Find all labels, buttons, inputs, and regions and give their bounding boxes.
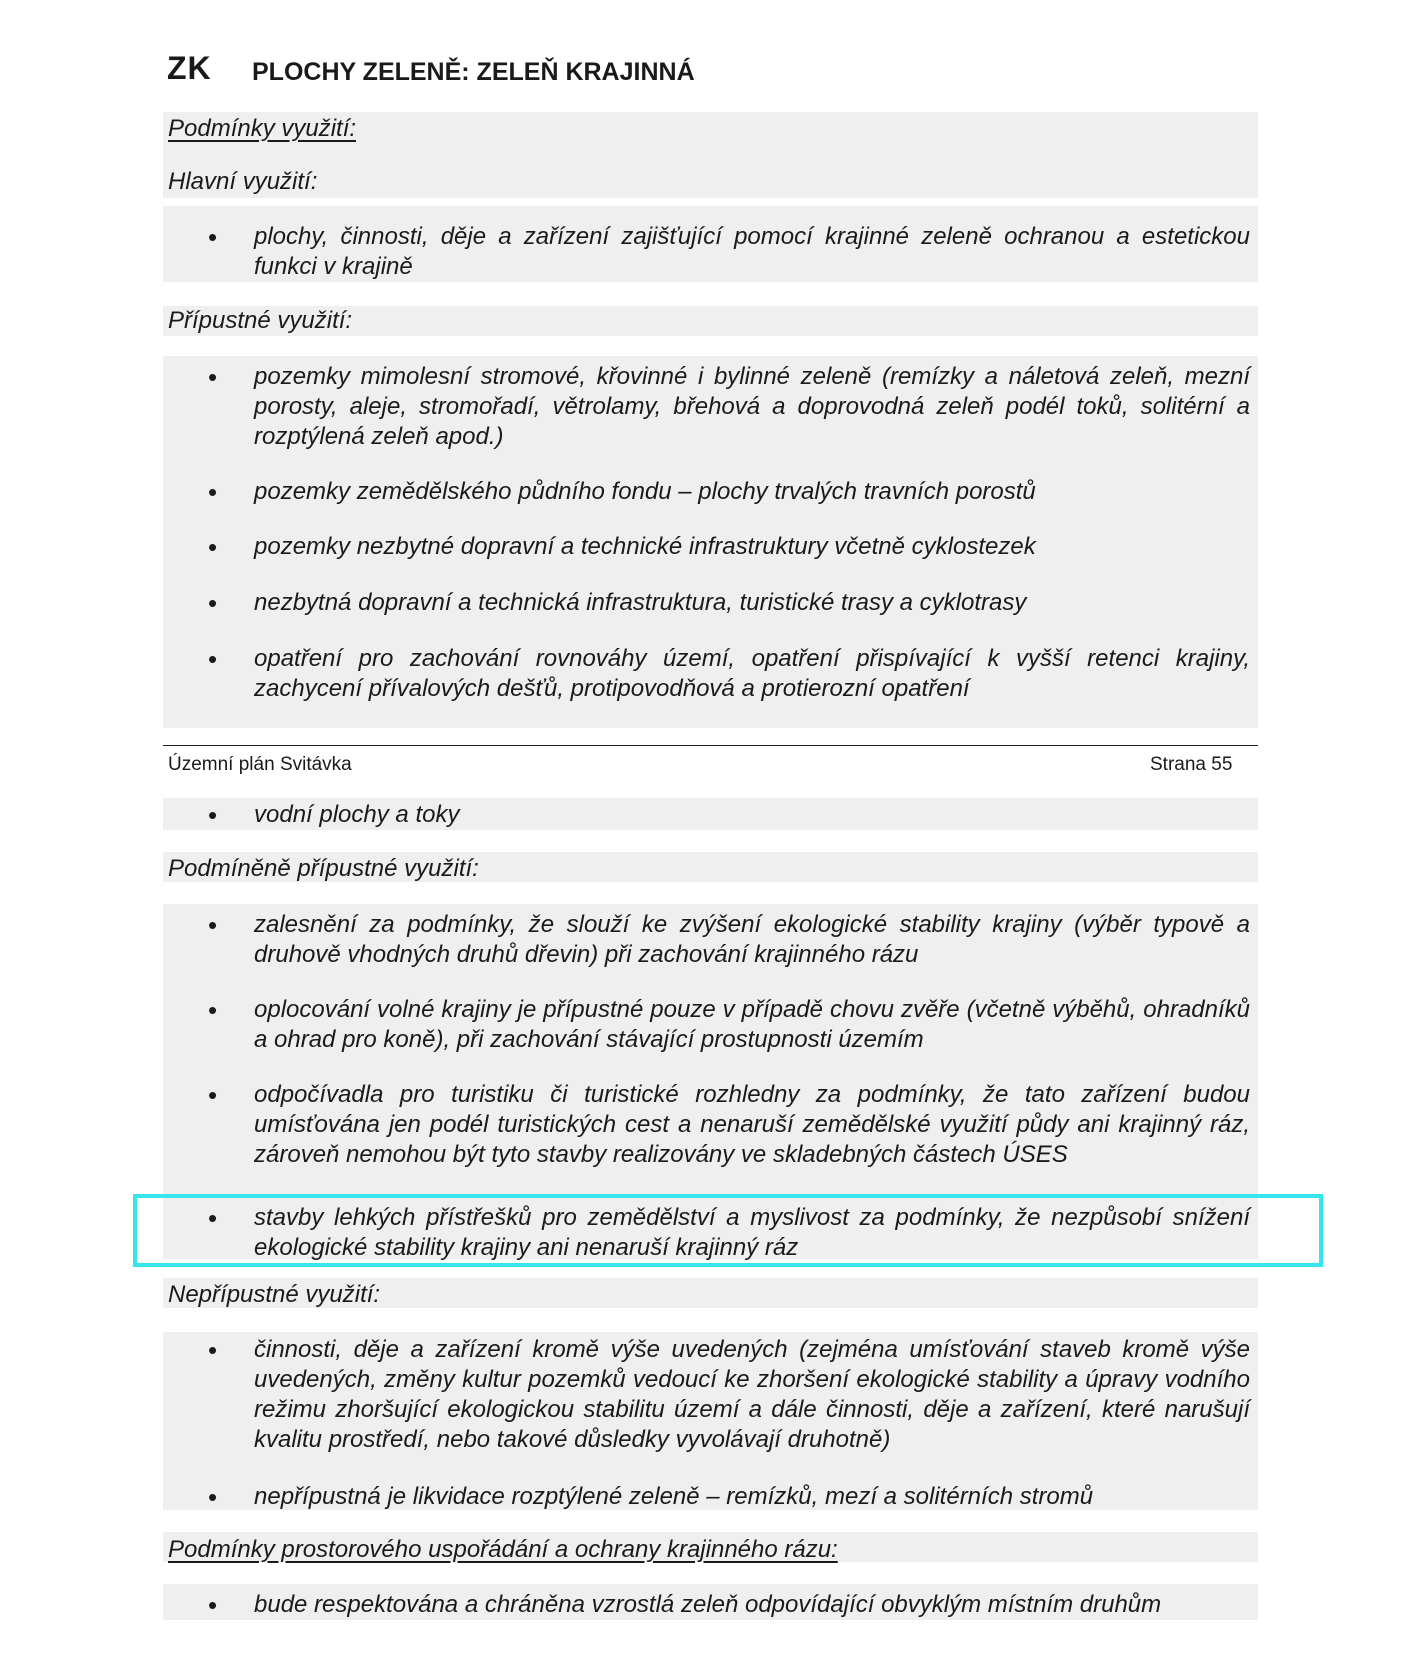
list-item bbox=[208, 644, 1250, 704]
list-item bbox=[208, 362, 1250, 452]
bullet-icon: • bbox=[208, 222, 218, 252]
list-item-text: vodní plochy a toky bbox=[254, 801, 460, 828]
list-item bbox=[208, 588, 1250, 618]
list-item bbox=[208, 477, 1250, 507]
footer-document-title: Územní plán Svitávka bbox=[168, 754, 352, 775]
list-item-text: pozemky nezbytné dopravní a technické infrastruktury včetně cyklostezek bbox=[254, 533, 1036, 560]
list-item-text: plochy, činnosti, děje a zařízení zajišťující pomocí krajinné zeleně ochranou a estetickou funkci v krajině bbox=[254, 223, 1250, 280]
list-item bbox=[208, 1590, 1250, 1620]
list-item bbox=[208, 222, 1250, 282]
bullet-icon: • bbox=[208, 1335, 218, 1365]
list-item-text: pozemky mimolesní stromové, křovinné i bylinné zeleně (remízky a náletová zeleň, mezní porosty, aleje, stromořadí, větrolamy, břehová a doprovodná zeleň podél toků, solitérní a rozptýlená zeleň apod.) bbox=[254, 363, 1250, 450]
list-item bbox=[208, 1335, 1250, 1455]
list-item bbox=[208, 532, 1250, 562]
list-item bbox=[208, 910, 1250, 970]
bullet-icon: • bbox=[208, 1203, 218, 1233]
list-item-text: činnosti, děje a zařízení kromě výše uvedených (zejména umísťování staveb kromě výše uvedených, změny kultur pozemků vedoucí ke zhoršení ekologické stability a úpravy vodního režimu zhoršující ekologickou stabilitu území a dále činnosti, děje a zařízení, které narušují kvalitu prostředí, nebo takové důsledky vyvolávají druhotně) bbox=[254, 1336, 1250, 1453]
list-item-text: odpočívadla pro turistiku či turistické rozhledny za podmínky, že tato zařízení budou umísťována jen podél turistických cest a nenaruší zemědělské využití půdy ani krajinný ráz, zároveň nemohou být tyto stavby realizovány ve skladebných částech ÚSES bbox=[254, 1081, 1250, 1168]
bullet-icon: • bbox=[208, 362, 218, 392]
list-item bbox=[208, 995, 1250, 1055]
bullet-icon: • bbox=[208, 1080, 218, 1110]
list-item-text: nepřípustná je likvidace rozptýlené zeleně – remízků, mezí a solitérních stromů bbox=[254, 1483, 1094, 1510]
section-conditional: Podmíněně přípustné využití: bbox=[168, 855, 479, 882]
list-item bbox=[208, 1080, 1250, 1170]
list-item-text: bude respektována a chráněna vzrostlá zeleň odpovídající obvyklým místním druhům bbox=[254, 1591, 1162, 1618]
section-main-use: Hlavní využití: bbox=[168, 168, 318, 195]
bullet-icon: • bbox=[208, 995, 218, 1025]
bullet-icon: • bbox=[208, 910, 218, 940]
list-item-text: zalesnění za podmínky, že slouží ke zvýšení ekologické stability krajiny (výběr typově a druhově vhodných druhů dřevin) při zachování krajinného rázu bbox=[254, 911, 1250, 968]
list-item bbox=[208, 1482, 1250, 1512]
footer-page-number: Strana 55 bbox=[1150, 754, 1233, 775]
zone-title: PLOCHY ZELENĚ: ZELEŇ KRAJINNÁ bbox=[252, 58, 695, 86]
bullet-icon: • bbox=[208, 588, 218, 618]
list-item-text: stavby lehkých přístřešků pro zemědělství a myslivost za podmínky, že nezpůsobí snížení ekologické stability krajiny ani nenaruší krajinný ráz bbox=[254, 1204, 1250, 1261]
list-item bbox=[208, 800, 1250, 830]
highlight-box bbox=[133, 1194, 1323, 1267]
list-item-text: opatření pro zachování rovnováhy území, opatření přispívající k vyšší retenci krajiny, zachycení přívalových dešťů, protipovodňová a protierozní opatření bbox=[254, 645, 1250, 702]
bullet-icon: • bbox=[208, 1590, 218, 1620]
list-item-text: oplocování volné krajiny je přípustné pouze v případě chovu zvěře (včetně výběhů, ohradníků a ohrad pro koně), při zachování stávající prostupnosti územím bbox=[254, 996, 1250, 1053]
bullet-icon: • bbox=[208, 1482, 218, 1512]
zone-code: ZK bbox=[167, 50, 212, 86]
page-footer-rule bbox=[163, 745, 1258, 746]
bullet-icon: • bbox=[208, 800, 218, 830]
section-conditions: Podmínky využití: bbox=[168, 115, 357, 142]
bullet-icon: • bbox=[208, 532, 218, 562]
section-allowed: Přípustné využití: bbox=[168, 307, 353, 334]
list-item-text: pozemky zemědělského půdního fondu – plochy trvalých travních porostů bbox=[254, 478, 1036, 505]
section-forbidden: Nepřípustné využití: bbox=[168, 1281, 381, 1308]
section-spatial: Podmínky prostorového uspořádání a ochrany krajinného rázu: bbox=[168, 1536, 838, 1563]
bullet-icon: • bbox=[208, 477, 218, 507]
bullet-icon: • bbox=[208, 644, 218, 674]
list-item-text: nezbytná dopravní a technická infrastruktura, turistické trasy a cyklotrasy bbox=[254, 589, 1027, 616]
